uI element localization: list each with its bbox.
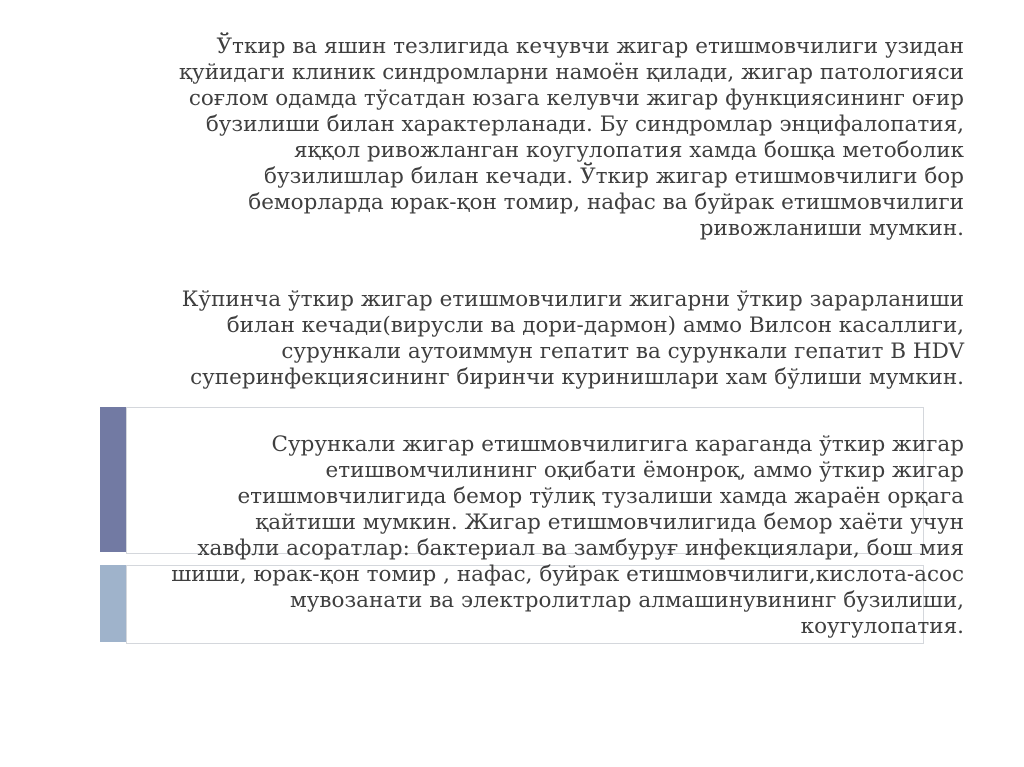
text-line: бузилиши билан характерланади. Бу синдромлар энцифалопатия, (205, 112, 964, 137)
text-line: қуйидаги клиник синдромларни намоён қилади, жигар патологияси (179, 60, 964, 85)
text-line: етишвомчилининг оқибати ёмонроқ, аммо ўткир жигар (325, 458, 964, 483)
text-line: соғлом одамда тўсатдан юзага келувчи жигар функциясининг оғир (188, 86, 964, 111)
text-line: ривожланиши мумкин. (699, 216, 964, 241)
text-line: билан кечади(вирусли ва дори-дармон) аммо Вилсон касаллиги, (226, 313, 964, 338)
text-line: етишмовчилигида бемор тўлиқ тузалиши хамда жараён орқага (237, 484, 964, 509)
paragraph-prognosis-complications (110, 432, 964, 640)
paragraph-causes (110, 287, 964, 391)
text-line: сурункали аутоиммун гепатит ва сурункали гепатит В HDV (281, 339, 964, 364)
text-line: коугулопатия. (800, 614, 964, 639)
text-line: суперинфекциясининг биринчи куринишлари хам бўлиши мумкин. (190, 365, 964, 390)
text-line: беморларда юрак-қон томир, нафас ва буйрак етишмовчилиги (248, 190, 964, 215)
text-line: шиши, юрак-қон томир , нафас, буйрак етишмовчилиги,кислота-асос (171, 562, 964, 587)
text-line: Ўткир ва яшин тезлигида кечувчи жигар етишмовчилиги узидан (216, 34, 964, 59)
text-line: мувозанати ва электролитлар алмашинувининг бузилиши, (290, 588, 964, 613)
paragraph-acute-liver-failure-definition (110, 34, 964, 242)
text-line: Сурункали жигар етишмовчилигига караганда ўткир жигар (271, 432, 964, 457)
text-line: Кўпинча ўткир жигар етишмовчилиги жигарни ўткир зарарланиши (181, 287, 964, 312)
text-line: хавфли асоратлар: бактериал ва замбуруғ инфекциялари, бош мия (197, 536, 964, 561)
text-line: қайтиши мумкин. Жигар етишмовчилигида бемор хаёти учун (255, 510, 964, 535)
text-line: яққол ривожланган коугулопатия хамда бошқа метоболик (293, 138, 964, 163)
text-line: бузилишлар билан кечади. Ўткир жигар етишмовчилиги бор (264, 164, 964, 189)
